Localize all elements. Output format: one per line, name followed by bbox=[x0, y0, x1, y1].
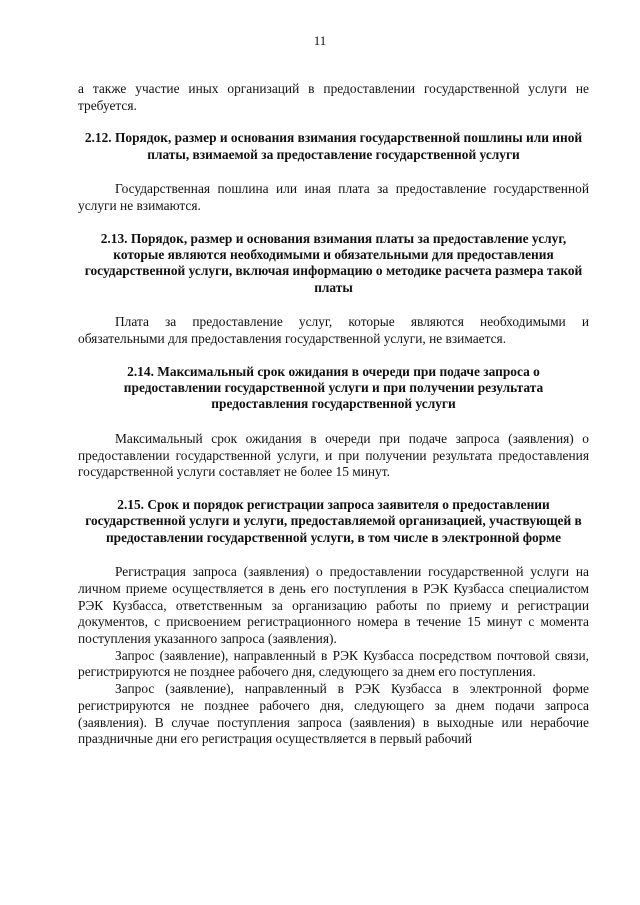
section-heading-2-12: 2.12. Порядок, размер и основания взимания государственной пошлины или иной платы, взимаемой за предоставление государственной услуги bbox=[84, 130, 583, 162]
paragraph-waiting-time: Максимальный срок ожидания в очереди при подаче запроса (заявления) о предоставлении государственной услуги, и при получении результата предоставления государственной услуги составляет не более 15 минут. bbox=[78, 430, 589, 480]
paragraph-registration: Регистрация запроса (заявления) о предоставлении государственной услуги на личном приеме осуществляется в день его поступления в РЭК Кузбасса специалистом РЭК Кузбасса, ответственным за организацию работы по приему и регистрации документов, с присвоением регистрационного номера в течение 15 минут с момента поступления указанного запроса (заявления). bbox=[78, 564, 589, 647]
document-body bbox=[78, 81, 589, 748]
paragraph-fee: Государственная пошлина или иная плата за предоставление государственной услуги не взимаются. bbox=[78, 181, 589, 213]
page-number: 11 bbox=[313, 33, 327, 48]
section-heading-2-14: 2.14. Максимальный срок ожидания в очереди при подаче запроса о предоставлении государственной услуги и при получении результата предоставления государственной услуги bbox=[123, 363, 544, 412]
paragraph-payment: Плата за предоставление услуг, которые являются необходимыми и обязательными для предоставления государственной услуги, не взимается. bbox=[78, 314, 589, 346]
paragraph-continuation: а также участие иных организаций в предоставлении государственной услуги не требуется. bbox=[78, 81, 589, 113]
section-heading-2-15: 2.15. Срок и порядок регистрации запроса заявителя о предоставлении государственной услуги и услуги, предоставляемой организацией, участвующей в предоставлении государственной услуги, в том числе в электронной форме bbox=[85, 496, 582, 545]
paragraph-postal: Запрос (заявление), направленный в РЭК Кузбасса посредством почтовой связи, регистрируются не позднее рабочего дня, следующего за днем его поступления. bbox=[78, 647, 589, 680]
paragraph-electronic: Запрос (заявление), направленный в РЭК Кузбасса в электронной форме регистрируются не позднее рабочего дня, следующего за днем подачи запроса (заявления). В случае поступления запроса (заявления) в выходные или нерабочие праздничные дни его регистрация осуществляется в первый рабочий bbox=[78, 681, 589, 747]
section-heading-2-13: 2.13. Порядок, размер и основания взимания платы за предоставление услуг, которые являются необходимыми и обязательными для предоставления государственной услуги, включая информацию о методике расчета размера такой платы bbox=[84, 230, 583, 295]
